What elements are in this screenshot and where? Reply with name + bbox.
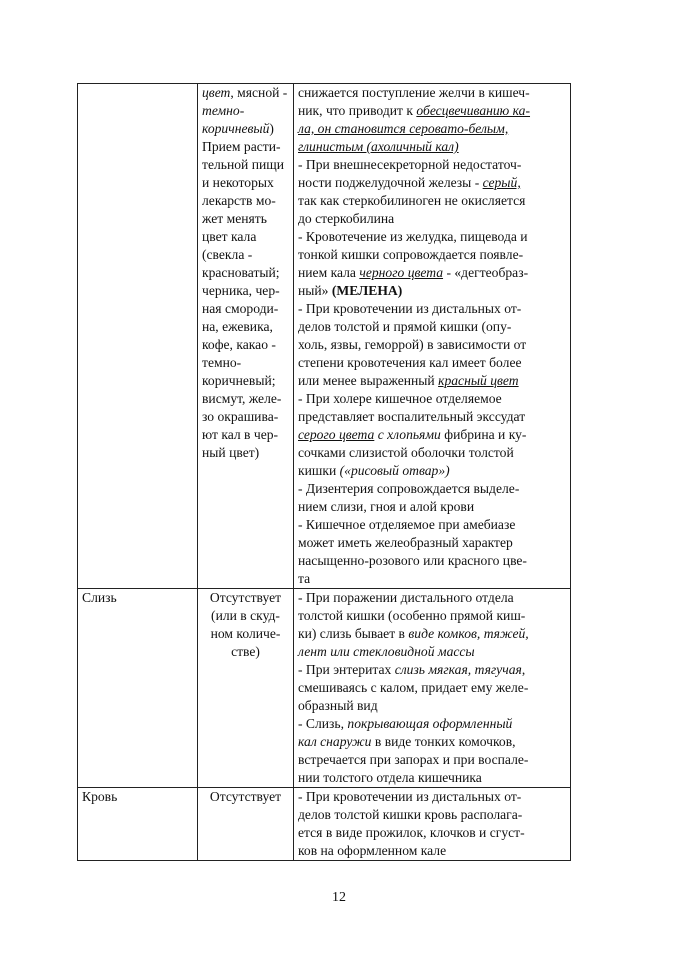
text-segment: зо окрашива- — [202, 409, 279, 424]
text-line — [202, 138, 289, 156]
text-segment: Прием расти- — [202, 139, 281, 154]
text-line — [298, 318, 566, 336]
text-line — [298, 462, 566, 480]
text-line — [298, 282, 566, 300]
text-segment: ном количе- — [210, 626, 281, 641]
text-segment: нии толстого отдела кишечника — [298, 770, 482, 785]
text-line — [298, 156, 566, 174]
text-segment: и некоторых — [202, 175, 274, 190]
text-line — [298, 480, 566, 498]
text-segment: толстой кишки (особенно прямой киш- — [298, 608, 526, 623]
text-segment: кал снаружи — [298, 734, 372, 749]
text-line — [298, 824, 566, 842]
text-line — [298, 138, 566, 156]
text-line — [202, 318, 289, 336]
text-segment: коричневый — [202, 121, 270, 136]
indicator-cell — [78, 84, 198, 589]
text-line — [82, 589, 193, 607]
text-segment: образный вид — [298, 698, 378, 713]
text-segment: покрывающая оформленный — [347, 716, 513, 731]
text-segment: нием слизи, гноя и алой крови — [298, 499, 475, 514]
table-row — [78, 84, 571, 589]
text-segment: до стеркобилина — [298, 211, 395, 226]
text-segment: жет менять — [202, 211, 267, 226]
table-row — [78, 788, 571, 861]
text-segment: делов толстой и прямой кишки (опу- — [298, 319, 512, 334]
text-line — [298, 733, 566, 751]
text-segment: (МЕЛЕНА) — [331, 283, 403, 298]
text-line — [298, 625, 566, 643]
text-segment: (или в скуд- — [211, 608, 280, 623]
text-line — [298, 589, 566, 607]
text-line — [298, 192, 566, 210]
text-segment: - При кровотечении из дистальных от- — [298, 301, 522, 316]
text-segment: снижается поступление желчи в кишеч- — [298, 85, 530, 100]
text-segment: смешиваясь с калом, придает ему желе- — [298, 680, 529, 695]
text-segment: Отсутствует — [209, 590, 282, 605]
text-segment: - Кровотечение из желудка, пищевода и — [298, 229, 528, 244]
text-line — [298, 390, 566, 408]
text-line — [298, 516, 566, 534]
text-segment: серый, — [482, 175, 521, 190]
text-segment: ется в виде прожилок, клочков и сгуст- — [298, 825, 525, 840]
text-line — [298, 444, 566, 462]
text-segment: встречается при запорах и при воспале- — [298, 752, 529, 767]
text-segment: может иметь желеобразный характер — [298, 535, 513, 550]
text-line — [202, 282, 289, 300]
text-segment: тельной пищи — [202, 157, 284, 172]
text-segment: ник, что приводит к — [298, 103, 417, 118]
text-line — [298, 174, 566, 192]
text-segment: стве) — [231, 644, 260, 659]
text-segment: темно- — [202, 355, 242, 370]
text-line — [202, 84, 289, 102]
text-line — [298, 210, 566, 228]
text-line — [298, 246, 566, 264]
text-segment: , — [521, 662, 526, 677]
text-line — [202, 408, 289, 426]
text-segment: - При поражении дистального отдела — [298, 590, 514, 605]
text-segment: или менее выраженный — [298, 373, 439, 388]
text-line — [298, 697, 566, 715]
text-segment: делов толстой кишки кровь располага- — [298, 807, 523, 822]
text-segment: степени кровотечения кал имеет более — [298, 355, 522, 370]
text-segment: нием кала — [298, 265, 360, 280]
text-segment: лекарств мо- — [202, 193, 276, 208]
text-line — [202, 354, 289, 372]
norm-cell — [198, 788, 294, 861]
indicator-cell — [78, 589, 198, 788]
text-line — [298, 228, 566, 246]
table-body — [78, 84, 571, 861]
text-segment: цвет кала — [202, 229, 257, 244]
text-segment: - Дизентерия сопровождается выделе- — [298, 481, 520, 496]
text-segment: тонкой кишки сопровождается появле- — [298, 247, 524, 262]
text-segment: та — [298, 571, 311, 586]
text-line — [298, 552, 566, 570]
text-line — [202, 300, 289, 318]
text-line — [202, 102, 289, 120]
findings-table — [77, 83, 571, 861]
text-segment: - Кишечное отделяемое при амебиазе — [298, 517, 516, 532]
norm-cell — [198, 589, 294, 788]
text-segment: («рисовый отвар») — [339, 463, 450, 478]
text-line — [298, 679, 566, 697]
text-line — [298, 570, 566, 588]
text-segment: ки) слизь бывает в — [298, 626, 409, 641]
text-line — [202, 192, 289, 210]
text-line — [202, 643, 289, 661]
text-segment: лент или стекловидной массы — [298, 644, 475, 659]
table-row — [78, 589, 571, 788]
text-line — [298, 661, 566, 679]
text-segment: черного цвета — [359, 265, 444, 280]
text-line — [298, 788, 566, 806]
text-line — [298, 769, 566, 787]
text-segment: в виде тонких комочков, — [371, 734, 516, 749]
text-segment: - При холере кишечное отделяемое — [298, 391, 502, 406]
text-segment: - При внешнесекреторной недостаточ- — [298, 157, 522, 172]
text-segment: ный» — [298, 283, 332, 298]
text-segment: ла, он становится серовато-белым, — [298, 121, 509, 136]
text-segment: коричневый; — [202, 373, 276, 388]
text-segment: темно- — [202, 103, 245, 118]
text-segment: фибрина и ку- — [440, 427, 527, 442]
text-line — [298, 300, 566, 318]
text-segment: - Слизь, — [298, 716, 348, 731]
text-segment: Слизь — [82, 590, 117, 605]
text-segment: кишки — [298, 463, 340, 478]
text-line — [298, 751, 566, 769]
text-segment: красный цвет — [438, 373, 519, 388]
text-segment: - При энтеритах — [298, 662, 395, 677]
text-segment: представляет воспалительный экссудат — [298, 409, 526, 424]
text-line — [298, 498, 566, 516]
text-line — [202, 372, 289, 390]
text-segment: виде комков, тяжей, — [408, 626, 529, 641]
text-segment: обесцвечиванию ка- — [416, 103, 531, 118]
text-line — [202, 246, 289, 264]
text-segment: ков на оформленном кале — [298, 843, 447, 858]
text-segment: Отсутствует — [209, 789, 282, 804]
text-line — [298, 715, 566, 733]
pathology-cell — [294, 589, 571, 788]
text-segment: висмут, желе- — [202, 391, 282, 406]
text-line — [202, 120, 289, 138]
text-line — [298, 102, 566, 120]
text-line — [298, 408, 566, 426]
text-line — [202, 210, 289, 228]
text-segment: - При кровотечении из дистальных от- — [298, 789, 522, 804]
text-segment: - «дегтеобраз- — [443, 265, 529, 280]
text-line — [298, 426, 566, 444]
text-line — [202, 228, 289, 246]
text-line — [202, 607, 289, 625]
text-line — [298, 84, 566, 102]
text-segment: холь, язвы, геморрой) в зависимости от — [298, 337, 527, 352]
text-line — [298, 534, 566, 552]
text-segment: ют кал в чер- — [202, 427, 279, 442]
text-segment: ности поджелудочной железы - — [298, 175, 483, 190]
text-line — [202, 264, 289, 282]
text-line — [298, 354, 566, 372]
text-segment: цвет — [202, 85, 231, 100]
text-segment: ) — [269, 121, 274, 136]
text-segment: сочками слизистой оболочки толстой — [298, 445, 514, 460]
text-line — [298, 607, 566, 625]
text-segment: красноватый; — [202, 265, 280, 280]
text-segment: так как стеркобилиноген не окисляется — [298, 193, 526, 208]
page-number: 12 — [332, 890, 346, 905]
text-line — [202, 336, 289, 354]
text-line — [202, 426, 289, 444]
text-segment: с хлопьями — [377, 427, 441, 442]
indicator-cell — [78, 788, 198, 861]
text-segment: черника, чер- — [202, 283, 280, 298]
text-segment: (свекла - — [202, 247, 253, 262]
text-segment: ный цвет) — [202, 445, 260, 460]
text-segment: ная смороди- — [202, 301, 279, 316]
text-segment: на, ежевика, — [202, 319, 273, 334]
text-line — [202, 589, 289, 607]
text-line — [202, 174, 289, 192]
norm-cell — [198, 84, 294, 589]
text-line — [202, 390, 289, 408]
text-line — [298, 120, 566, 138]
text-line — [298, 336, 566, 354]
text-segment: кофе, какао - — [202, 337, 276, 352]
text-segment: серого цвета — [298, 427, 375, 442]
text-segment: , мясной - — [230, 85, 288, 100]
pathology-cell — [294, 84, 571, 589]
pathology-cell — [294, 788, 571, 861]
text-line — [202, 788, 289, 806]
text-segment: Кровь — [82, 789, 118, 804]
text-line — [202, 625, 289, 643]
text-line — [298, 264, 566, 282]
text-line — [298, 806, 566, 824]
text-segment: насыщенно-розового или красного цве- — [298, 553, 527, 568]
text-segment: слизь мягкая, тягучая — [394, 662, 522, 677]
text-line — [82, 788, 193, 806]
text-line — [202, 156, 289, 174]
text-line — [298, 842, 566, 860]
text-line — [298, 643, 566, 661]
text-segment: глинистым (ахоличный кал) — [298, 139, 459, 154]
text-line — [202, 444, 289, 462]
text-line — [298, 372, 566, 390]
